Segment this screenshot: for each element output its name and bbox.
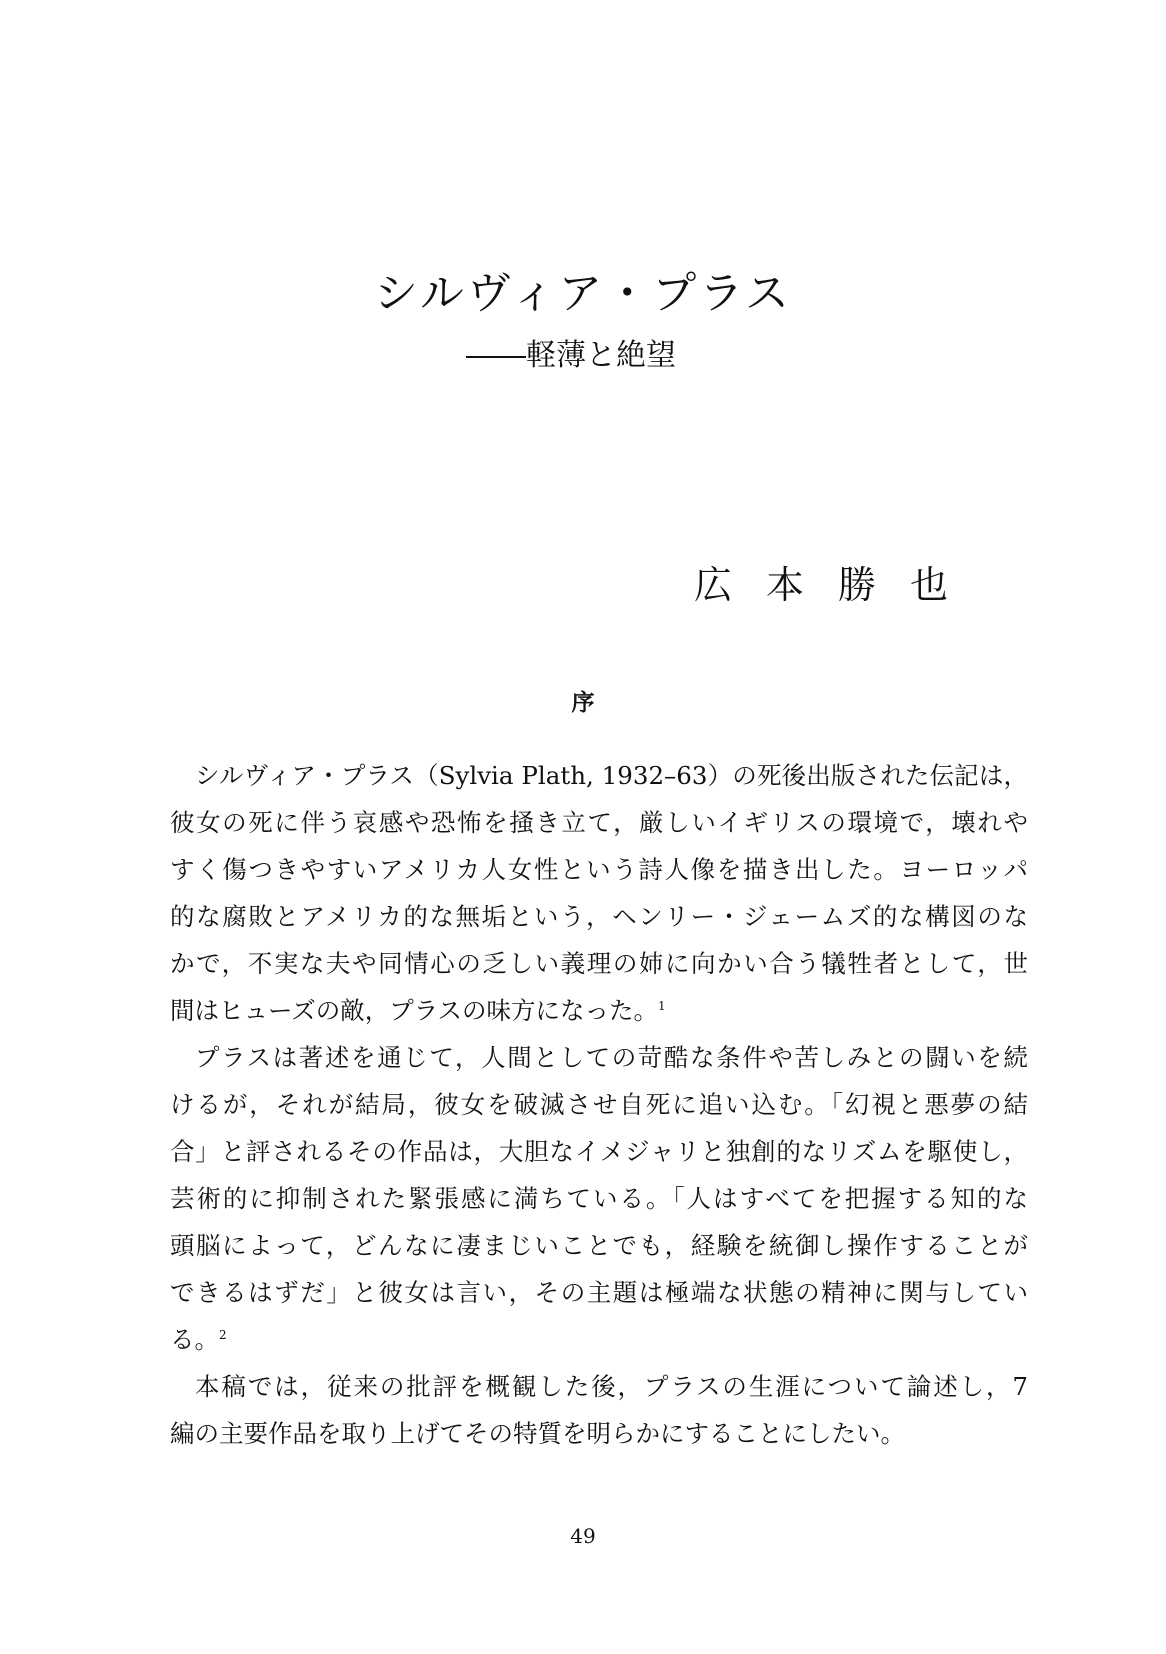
text-line: プラスは著述を通じて，人間としての苛酷な条件や苦しみとの闘いを続 (195, 1043, 1028, 1072)
text-line: シルヴィア・プラス（Sylvia Plath, 1932–63）の死後出版された伝記は， (195, 761, 1028, 790)
text-line: すく傷つきやすいアメリカ人女性という詩人像を描き出した。ヨーロッパ (170, 855, 1028, 884)
text-line: 的な腐敗とアメリカ的な無垢という，ヘンリー・ジェームズ的な構図のな (170, 902, 1028, 931)
text-line: けるが，それが結局，彼女を破滅させ自死に追い込む。「幻視と悪夢の結 (170, 1090, 1028, 1119)
text-line: できるはずだ」と彼女は言い，その主題は極端な状態の精神に関与してい (170, 1278, 1028, 1307)
body-text (170, 752, 1028, 1457)
footnote-marker: 1 (658, 999, 666, 1013)
page-number: 49 (570, 1524, 596, 1548)
paragraph-2 (170, 1034, 1028, 1363)
text-line: かで，不実な夫や同情心の乏しい義理の姉に向かい合う犠牲者として，世 (170, 949, 1028, 978)
paragraph-1 (170, 752, 1028, 1034)
footnote-marker: 2 (219, 1328, 227, 1342)
article-title: シルヴィア・プラス (374, 268, 792, 319)
text-line: 芸術的に抑制された緊張感に満ちている。「人はすべてを把握する知的な (170, 1184, 1028, 1213)
text-line: る。$^2$ (170, 1325, 227, 1354)
author-name: 広本勝也 (694, 563, 983, 607)
text-line: 本稿では，従来の批評を概観した後，プラスの生涯について論述し，7 (195, 1372, 1028, 1401)
text-line: 彼女の死に伴う哀感や恐怖を掻き立て，厳しいイギリスの環境で，壊れや (170, 808, 1028, 837)
text-line: 編の主要作品を取り上げてその特質を明らかにすることにしたい。 (170, 1419, 905, 1448)
text-line: 合」と評されるその作品は，大胆なイメジャリと独創的なリズムを駆使し， (170, 1137, 1028, 1166)
text-line: 間はヒューズの敵，プラスの味方になった。$^1$ (170, 996, 666, 1025)
section-heading: 序 (571, 689, 595, 716)
article-subtitle: ――軽薄と絶望 (466, 338, 676, 373)
text-line: 頭脳によって，どんなに凄まじいことでも，経験を統御し操作することが (170, 1231, 1028, 1260)
paragraph-3 (170, 1363, 1028, 1457)
